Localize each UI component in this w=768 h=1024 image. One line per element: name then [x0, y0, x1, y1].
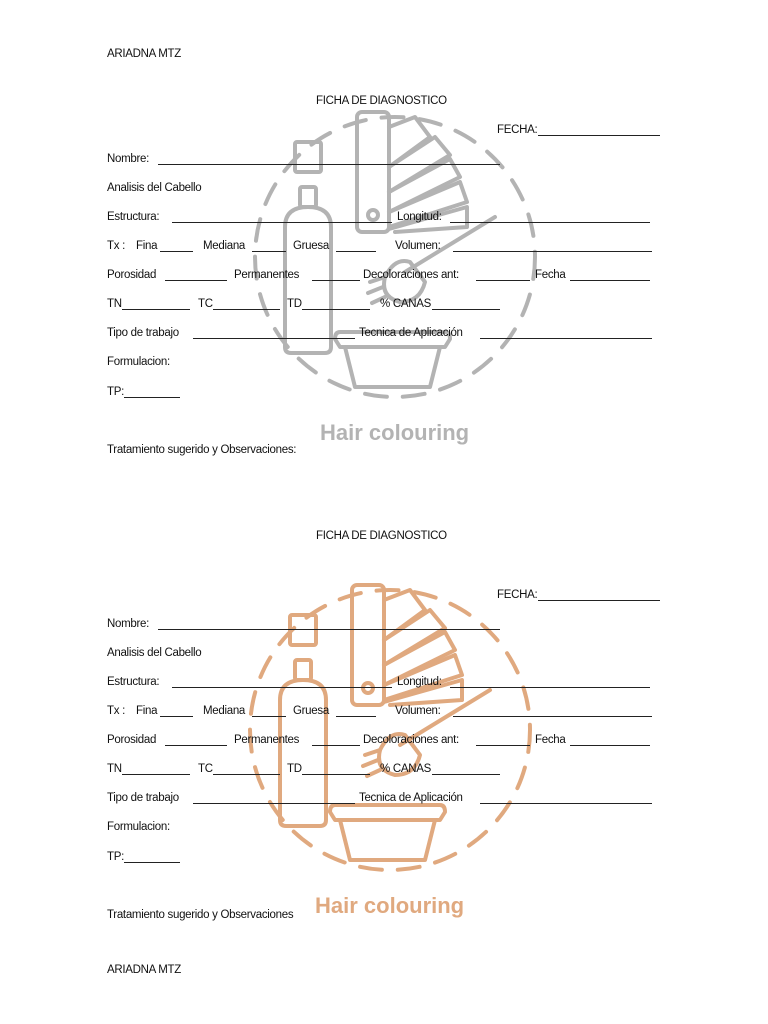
mediana-label: Mediana [203, 705, 246, 717]
canas-label: % CANAS [380, 763, 431, 775]
longitud-label: Longitud: [397, 676, 442, 688]
color-bowl-icon [335, 332, 450, 387]
tecnica-label: Tecnica de Aplicación [359, 327, 463, 339]
fecha2-label: Fecha [535, 734, 566, 746]
watermark-text: Hair colouring [315, 893, 465, 918]
volumen-field[interactable] [453, 251, 652, 252]
canas-label: % CANAS [380, 298, 431, 310]
porosidad-field[interactable] [165, 280, 227, 281]
canas-field[interactable] [432, 774, 500, 775]
permanentes-label: Permanentes [234, 269, 300, 281]
fecha-field[interactable] [538, 135, 660, 136]
mediana-label: Mediana [203, 240, 246, 252]
longitud-field[interactable] [450, 687, 650, 688]
form-title: FICHA DE DIAGNOSTICO [316, 530, 447, 542]
nombre-label: Nombre: [107, 153, 149, 165]
estructura-label: Estructura: [107, 676, 160, 688]
tecnica-label: Tecnica de Aplicación [359, 792, 463, 804]
formulacion-label: Formulacion: [107, 821, 170, 833]
tecnica-field[interactable] [480, 338, 652, 339]
tecnica-field[interactable] [480, 803, 652, 804]
mediana-field[interactable] [252, 251, 286, 252]
tx-label: Tx : [107, 240, 125, 252]
fina-label: Fina [136, 705, 158, 717]
estructura-field[interactable] [172, 687, 392, 688]
permanentes-field[interactable] [312, 745, 360, 746]
footer-author: ARIADNA MTZ [107, 964, 182, 976]
form-title: FICHA DE DIAGNOSTICO [316, 95, 447, 107]
volumen-field[interactable] [453, 716, 652, 717]
fina-field[interactable] [160, 716, 193, 717]
formulacion-label: Formulacion: [107, 356, 170, 368]
decoloraciones-field[interactable] [476, 280, 530, 281]
tx-label: Tx : [107, 705, 125, 717]
td-field[interactable] [302, 309, 370, 310]
fecha2-field[interactable] [570, 280, 650, 281]
tp-label: TP: [107, 386, 124, 398]
nombre-field[interactable] [158, 629, 500, 630]
tn-label: TN [107, 298, 122, 310]
tn-field[interactable] [122, 309, 190, 310]
nombre-label: Nombre: [107, 618, 149, 630]
td-field[interactable] [302, 774, 370, 775]
estructura-field[interactable] [172, 222, 392, 223]
fecha2-field[interactable] [570, 745, 650, 746]
volumen-label: Volumen: [395, 705, 441, 717]
tp-field[interactable] [124, 397, 180, 398]
hair-colouring-watermark [240, 580, 540, 915]
watermark-text: Hair colouring [320, 420, 470, 445]
tc-field[interactable] [213, 774, 280, 775]
fina-field[interactable] [160, 251, 193, 252]
tratamiento-label: Tratamiento sugerido y Observaciones: [107, 444, 297, 456]
longitud-field[interactable] [450, 222, 650, 223]
tc-label: TC [198, 298, 213, 310]
gruesa-label: Gruesa [293, 240, 329, 252]
fecha-label: FECHA: [497, 589, 538, 601]
volumen-label: Volumen: [395, 240, 441, 252]
porosidad-field[interactable] [165, 745, 227, 746]
decoloraciones-label: Decoloraciones ant: [363, 269, 459, 281]
tc-field[interactable] [213, 309, 280, 310]
tn-field[interactable] [122, 774, 190, 775]
tp-label: TP: [107, 851, 124, 863]
mediana-field[interactable] [252, 716, 286, 717]
porosidad-label: Porosidad [107, 269, 157, 281]
fecha-field[interactable] [538, 600, 660, 601]
tipo-field[interactable] [193, 803, 355, 804]
gruesa-field[interactable] [336, 251, 376, 252]
estructura-label: Estructura: [107, 211, 160, 223]
fina-label: Fina [136, 240, 158, 252]
tipo-field[interactable] [193, 338, 355, 339]
tc-label: TC [198, 763, 213, 775]
analisis-label: Analisis del Cabello [107, 182, 202, 194]
decoloraciones-field[interactable] [476, 745, 530, 746]
tp-field[interactable] [124, 862, 180, 863]
nombre-field[interactable] [158, 164, 500, 165]
tipo-label: Tipo de trabajo [107, 792, 179, 804]
fecha-label: FECHA: [497, 124, 538, 136]
header-author: ARIADNA MTZ [107, 48, 182, 60]
canas-field[interactable] [432, 309, 500, 310]
td-label: TD [287, 763, 302, 775]
longitud-label: Longitud: [397, 211, 442, 223]
fecha2-label: Fecha [535, 269, 566, 281]
gruesa-field[interactable] [336, 716, 376, 717]
permanentes-label: Permanentes [234, 734, 300, 746]
tn-label: TN [107, 763, 122, 775]
tratamiento-label: Tratamiento sugerido y Observaciones [107, 909, 294, 921]
tipo-label: Tipo de trabajo [107, 327, 179, 339]
td-label: TD [287, 298, 302, 310]
bottle-icon [280, 615, 326, 826]
gruesa-label: Gruesa [293, 705, 329, 717]
porosidad-label: Porosidad [107, 734, 157, 746]
permanentes-field[interactable] [312, 280, 360, 281]
decoloraciones-label: Decoloraciones ant: [363, 734, 459, 746]
analisis-label: Analisis del Cabello [107, 647, 202, 659]
color-bowl-icon [330, 805, 445, 860]
